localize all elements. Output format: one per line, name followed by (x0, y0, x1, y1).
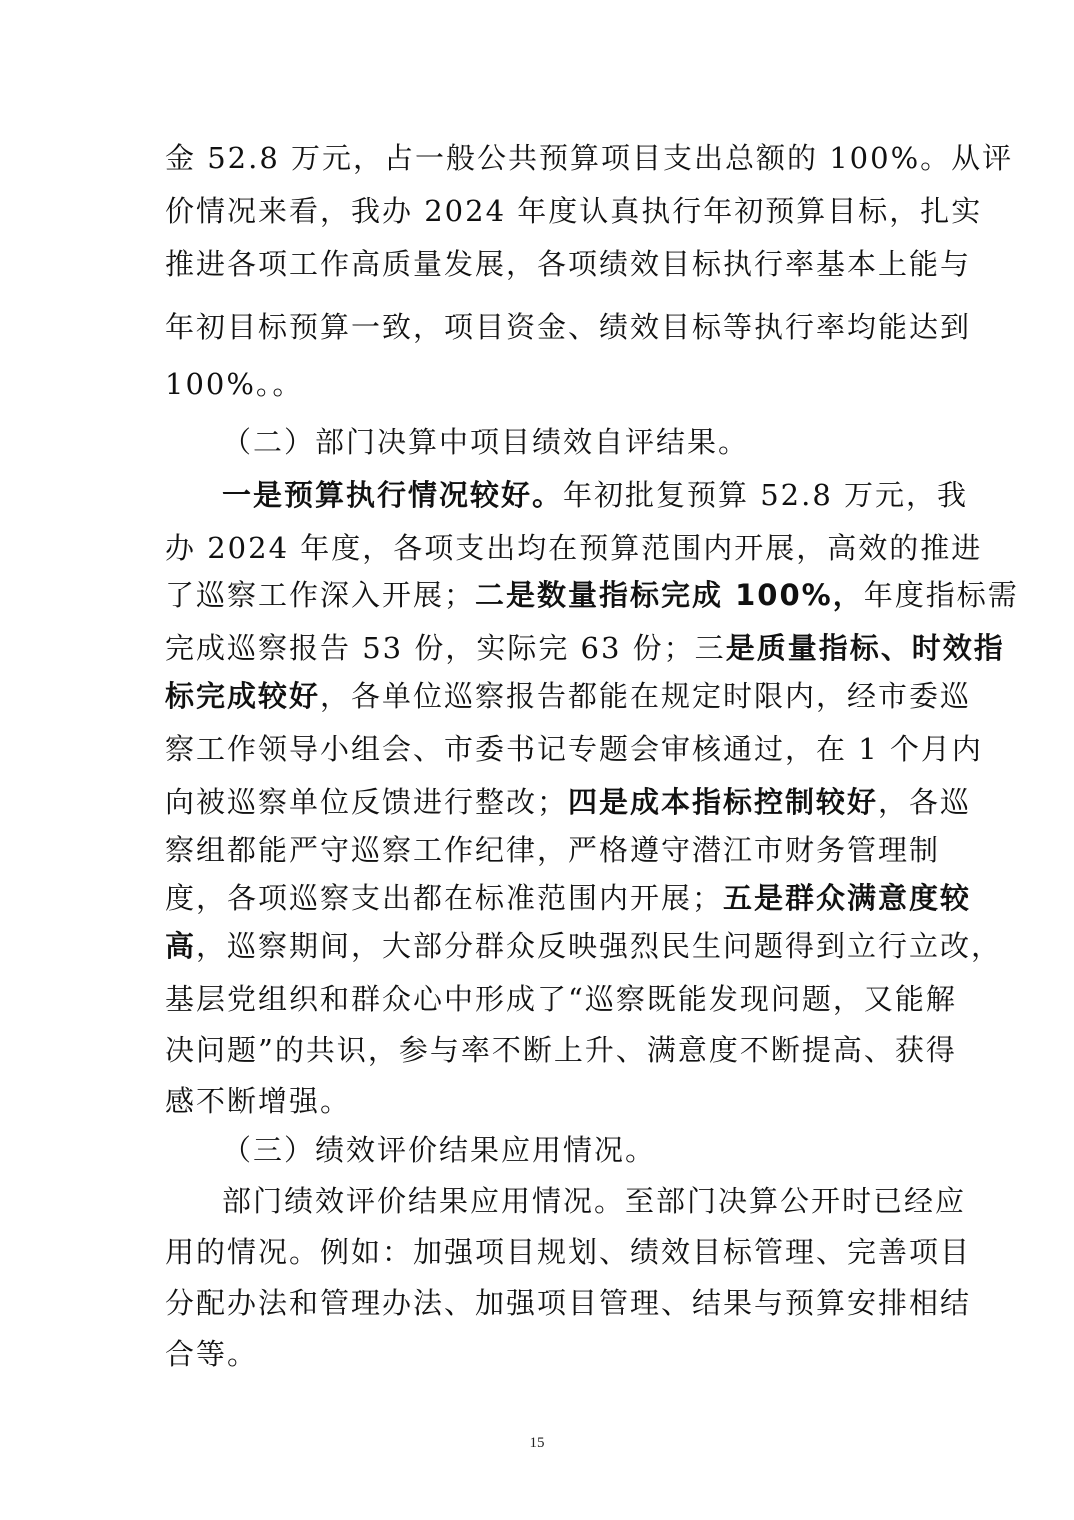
paragraph2-line12: 决问题”的共识，参与率不断上升、满意度不断提高、获得 (165, 1033, 957, 1067)
paragraph2-line13: 感不断增强。 (165, 1084, 352, 1118)
paragraph2-line2: 办 2024 年度，各项支出均在预算范围内开展，高效的推进 (165, 531, 983, 565)
highlight-quality-indicator-end: 标完成较好 (165, 679, 321, 713)
highlight-satisfaction: 五是群众满意度较 (723, 881, 972, 915)
paragraph1-line2: 价情况来看，我办 2024 年度认真执行年初预算目标，扎实 (165, 194, 983, 228)
section-heading-3: （三）绩效评价结果应用情况。 (222, 1133, 657, 1167)
paragraph1-line1: 金 52.8 万元，占一般公共预算项目支出总额的 100%。从评 (165, 141, 1014, 175)
highlight-quality-indicator: 是质量指标、时效指 (725, 631, 1005, 665)
paragraph2-line4: 完成巡察报告 53 份，实际完 63 份；三是质量指标、时效指 (165, 631, 1005, 665)
paragraph2-line8: 察组都能严守巡察工作纪律，严格遵守潜江市财务管理制 (165, 833, 941, 867)
paragraph2-line6: 察工作领导小组会、市委书记专题会审核通过，在 1 个月内 (165, 732, 983, 766)
paragraph3-line3: 分配办法和管理办法、加强项目管理、结果与预算安排相结 (165, 1286, 972, 1320)
paragraph3-line2: 用的情况。例如：加强项目规划、绩效目标管理、完善项目 (165, 1235, 972, 1269)
paragraph2-line10: 高，巡察期间，大部分群众反映强烈民生问题得到立行立改， (165, 929, 1003, 963)
paragraph2-line1: 一是预算执行情况较好。年初批复预算 52.8 万元，我 (222, 478, 969, 512)
paragraph3-line4: 合等。 (165, 1337, 259, 1371)
section-heading-2: （二）部门决算中项目绩效自评结果。 (222, 425, 750, 459)
paragraph2-line3: 了巡察工作深入开展；二是数量指标完成 100%，年度指标需 (165, 578, 1019, 612)
paragraph2-line9: 度，各项巡察支出都在标准范围内开展；五是群众满意度较 (165, 881, 972, 915)
highlight-budget-execution: 一是预算执行情况较好。 (222, 478, 564, 512)
paragraph1-line5: 100%。。 (165, 367, 304, 401)
page-number: 15 (529, 1435, 545, 1451)
highlight-cost-indicator: 四是成本指标控制较好 (568, 785, 879, 819)
paragraph2-line5: 标完成较好，各单位巡察报告都能在规定时限内，经市委巡 (165, 679, 972, 713)
highlight-quantity-indicator: 二是数量指标完成 100%， (475, 578, 864, 612)
paragraph1-line3: 推进各项工作高质量发展，各项绩效目标执行率基本上能与 (165, 247, 972, 281)
paragraph1-line4: 年初目标预算一致，项目资金、绩效目标等执行率均能达到 (165, 310, 972, 344)
paragraph3-line1: 部门绩效评价结果应用情况。至部门决算公开时已经应 (222, 1184, 967, 1218)
paragraph2-line7: 向被巡察单位反馈进行整改；四是成本指标控制较好，各巡 (165, 785, 972, 819)
highlight-satisfaction-end: 高 (165, 929, 197, 963)
paragraph2-line11: 基层党组织和群众心中形成了“巡察既能发现问题，又能解 (165, 982, 957, 1016)
